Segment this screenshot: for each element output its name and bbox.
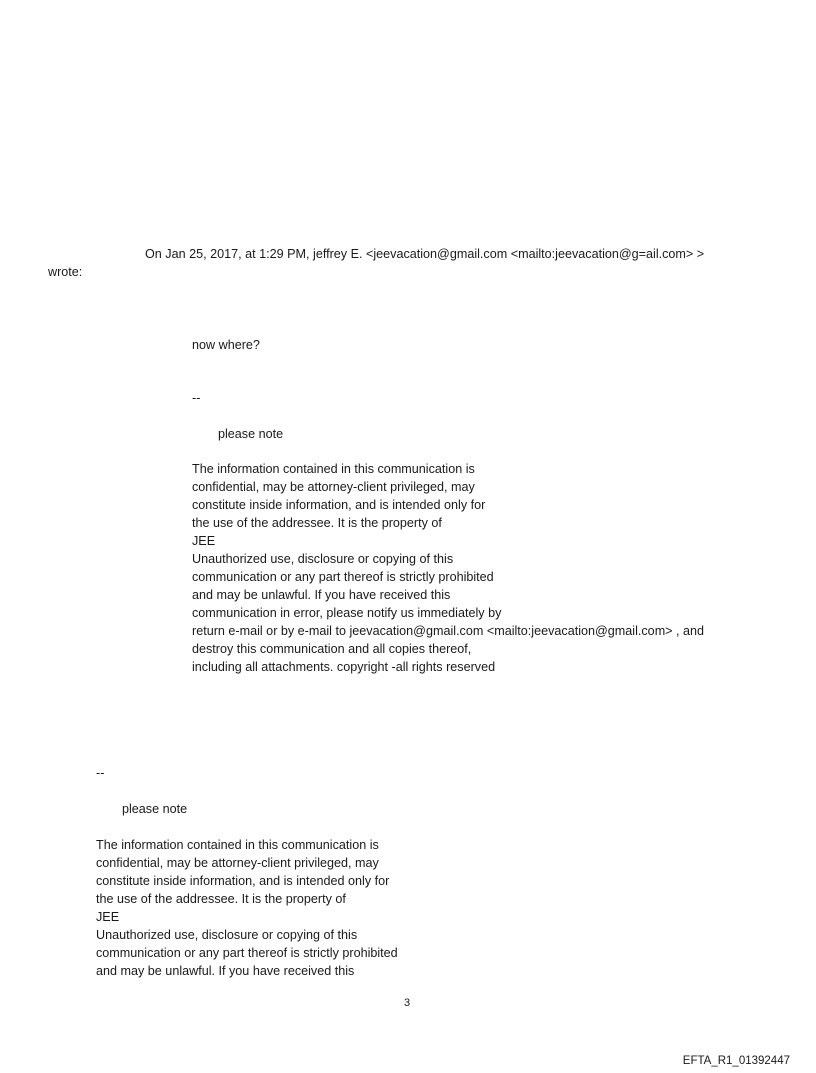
page-number: 3 [404,997,411,1009]
outer-separator: -- [96,766,105,780]
disclaimer-line: the use of the addressee. It is the property of [192,516,442,530]
disclaimer-line: destroy this communication and all copies thereof, [192,642,472,656]
disclaimer-line: communication or any part thereof is strictly prohibited [96,946,398,960]
reply-header-wrote: wrote: [48,265,83,279]
disclaimer-line: The information contained in this communication is [192,462,475,476]
disclaimer-line: and may be unlawful. If you have received this [96,964,355,978]
disclaimer-line: confidential, may be attorney-client privileged, may [96,856,379,870]
disclaimer-line: The information contained in this communication is [96,838,379,852]
disclaimer-line: confidential, may be attorney-client privileged, may [192,480,475,494]
disclaimer-line: communication in error, please notify us immediately by [192,606,502,620]
disclaimer-line: constitute inside information, and is intended only for [96,874,390,888]
reply-header-line: On Jan 25, 2017, at 1:29 PM, jeffrey E. <jeevacation@gmail.com <mailto:jeevacation@g=ail.com> > [145,247,705,261]
disclaimer-line: JEE [96,910,120,924]
disclaimer-line: and may be unlawful. If you have received this [192,588,451,602]
disclaimer-line: JEE [192,534,216,548]
disclaimer-line: the use of the addressee. It is the property of [96,892,346,906]
quoted-please-note: please note [218,427,284,441]
disclaimer-line: constitute inside information, and is intended only for [192,498,486,512]
quoted-disclaimer [192,460,704,676]
disclaimer-line: communication or any part thereof is strictly prohibited [192,570,494,584]
disclaimer-line: return e-mail or by e-mail to jeevacation@gmail.com <mailto:jeevacation@gmail.com> , and [192,624,705,638]
disclaimer-line: Unauthorized use, disclosure or copying of this [192,552,454,566]
quoted-body: now where? [192,338,260,352]
quoted-separator: -- [192,391,201,405]
disclaimer-line: Unauthorized use, disclosure or copying of this [96,928,358,942]
bates-number: EFTA_R1_01392447 [682,1055,790,1067]
outer-disclaimer [96,836,398,980]
outer-please-note: please note [122,802,188,816]
disclaimer-line: including all attachments. copyright -all rights reserved [192,660,496,674]
